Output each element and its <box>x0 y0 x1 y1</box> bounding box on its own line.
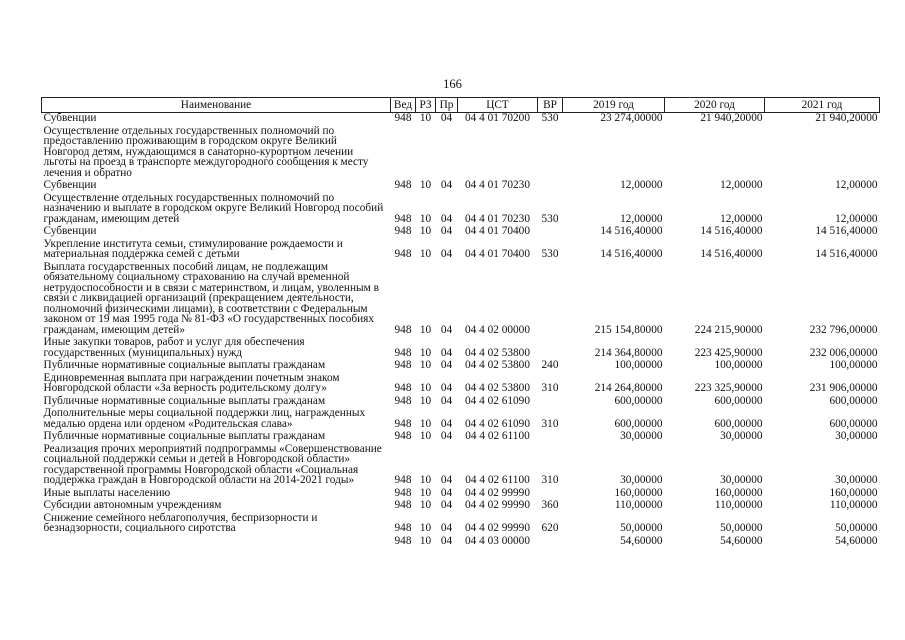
cell-2019: 50,00000 <box>620 522 663 534</box>
cell-2021: 600,00000 <box>829 417 878 430</box>
cell-ved: 948 <box>394 430 412 442</box>
cell-name: Публичные нормативные социальные выплаты гражданам <box>43 394 326 407</box>
cell-2020: 30,00000 <box>720 474 763 486</box>
cell-ved: 948 <box>394 179 412 191</box>
cell-2021: 12,00000 <box>835 179 878 191</box>
cell-2021: 14 516,40000 <box>815 248 878 260</box>
cell-2021: 232 006,00000 <box>809 346 878 359</box>
cell-2021: 21 940,20000 <box>815 112 878 124</box>
cell-ved: 948 <box>394 534 412 547</box>
cell-cst: 04 4 02 61090 <box>465 394 530 407</box>
cell-2020: 600,00000 <box>714 394 763 407</box>
cell-2021: 14 516,40000 <box>815 225 878 237</box>
cell-name <box>42 536 391 549</box>
cell-ved: 948 <box>394 212 412 225</box>
cell-name: Единовременная выплата при награждении почетным знаком Новгородской области «За верность родительскому долгу» <box>43 371 340 394</box>
cell-2020: 224 215,90000 <box>694 323 763 336</box>
cell-rz: 10 <box>419 359 432 371</box>
cell-ved: 948 <box>394 474 412 486</box>
cell-ved: 948 <box>394 323 412 336</box>
cell-pr: 04 <box>440 486 453 499</box>
cell-ved: 948 <box>394 382 412 394</box>
cell-cst: 04 4 01 70230 <box>465 179 530 191</box>
cell-ved: 948 <box>394 346 412 359</box>
cell-pr: 04 <box>440 382 453 394</box>
table-row <box>42 444 880 488</box>
header-2021: 2021 год <box>765 98 880 113</box>
cell-rz: 10 <box>419 417 432 430</box>
cell-rz: 10 <box>419 212 432 225</box>
cell-2019: 214 264,80000 <box>594 382 663 394</box>
table-row <box>42 239 880 262</box>
cell-pr <box>436 126 458 181</box>
cell-ved: 948 <box>394 248 412 260</box>
cell-rz: 10 <box>419 394 432 407</box>
cell-2021: 231 906,00000 <box>809 382 878 394</box>
cell-vr <box>538 337 563 360</box>
cell-vr: 310 <box>541 474 559 486</box>
cell-name: Осуществление отдельных государственных полномочий по предоставлению проживающим в городском округе Великий Новгород детям, нуждающимся в санаторно-курортном лечении льготы на проезд в транспорте междугородного сообщения к месту лечения и обратно <box>43 124 369 179</box>
cell-cst: 04 4 01 70230 <box>465 212 530 225</box>
table-row <box>42 431 880 444</box>
cell-2020: 12,00000 <box>720 179 763 191</box>
cell-name: Укрепление института семьи, стимулирование рождаемости и материальная поддержка семей с детьми <box>43 237 343 260</box>
cell-name: Иные выплаты населению <box>43 486 171 499</box>
header-2020: 2020 год <box>665 98 765 113</box>
cell-2021: 54,60000 <box>835 534 878 547</box>
cell-rz: 10 <box>419 323 432 336</box>
header-pr: Пр <box>436 98 458 113</box>
cell-2020: 14 516,40000 <box>700 248 763 260</box>
cell-ved: 948 <box>394 359 412 371</box>
cell-pr: 04 <box>440 417 453 430</box>
cell-cst: 04 4 02 61090 <box>465 417 530 430</box>
cell-ved: 948 <box>394 417 412 430</box>
cell-name: Дополнительные меры социальной поддержки лиц, награжденных медалью ордена или орденом «Родительская слава» <box>43 407 366 430</box>
cell-pr: 04 <box>440 499 453 511</box>
cell-ved: 948 <box>394 522 412 534</box>
cell-pr: 04 <box>440 323 453 336</box>
cell-2019 <box>563 126 665 181</box>
cell-2019: 214 364,80000 <box>594 346 663 359</box>
cell-pr: 04 <box>440 112 453 124</box>
cell-cst: 04 4 02 99990 <box>465 486 530 499</box>
table-row <box>42 126 880 181</box>
cell-2021: 50,00000 <box>835 522 878 534</box>
table-row <box>42 513 880 536</box>
cell-pr: 04 <box>440 474 453 486</box>
cell-rz: 10 <box>419 112 432 124</box>
cell-2019: 30,00000 <box>620 474 663 486</box>
cell-vr: 530 <box>541 248 559 260</box>
cell-cst: 04 4 02 61100 <box>465 474 530 486</box>
cell-2020: 100,00000 <box>714 359 763 371</box>
cell-vr <box>538 262 563 338</box>
cell-rz: 10 <box>419 474 432 486</box>
cell-pr: 04 <box>440 225 453 237</box>
cell-vr <box>538 536 563 549</box>
cell-rz: 10 <box>419 346 432 359</box>
cell-name: Реализация прочих мероприятий подпрограммы «Совершенствование социальной поддержки семьи и детей в Новгородской области» государственной программы Новгородской области «Социальная поддержка граждан в Новгородской области на 2014-2021 годы» <box>43 442 382 486</box>
header-vr: ВР <box>538 98 563 113</box>
header-name: Наименование <box>42 98 391 113</box>
cell-2020: 160,00000 <box>714 486 763 499</box>
cell-vr: 620 <box>541 522 559 534</box>
cell-2020: 54,60000 <box>720 534 763 547</box>
cell-2019: 600,00000 <box>614 417 663 430</box>
cell-ved: 948 <box>394 112 412 124</box>
table-body <box>42 113 880 549</box>
cell-rz: 10 <box>419 522 432 534</box>
cell-cst: 04 4 01 70400 <box>465 248 530 260</box>
cell-name: Выплата государственных пособий лицам, не подлежащим обязательному социальному страхованию на случай временной нетрудоспособности и в связи с материнством, и лицам, уволенным в связи с ликвидацией организаций (прекращением деятельности, полномочий физическими лицами), в соответствии с Федеральным законом от 19 мая 1995 года № 81-ФЗ «О государственных пособиях гражданам, имеющим детей» <box>43 260 379 336</box>
cell-name: Субвенции <box>43 225 97 237</box>
cell-rz: 10 <box>419 382 432 394</box>
table-row <box>42 337 880 360</box>
cell-2021: 600,00000 <box>829 394 878 407</box>
cell-pr: 04 <box>440 212 453 225</box>
cell-2020: 110,00000 <box>714 499 763 511</box>
page-number: 166 <box>443 77 462 91</box>
cell-2021: 232 796,00000 <box>809 323 878 336</box>
table-row <box>42 408 880 431</box>
budget-table <box>41 97 880 548</box>
cell-2019: 14 516,40000 <box>600 225 663 237</box>
cell-rz: 10 <box>419 430 432 442</box>
cell-vr <box>538 431 563 444</box>
cell-cst: 04 4 02 53800 <box>465 359 530 371</box>
cell-cst <box>458 126 538 181</box>
cell-pr: 04 <box>440 248 453 260</box>
cell-cst: 04 4 02 00000 <box>465 323 530 336</box>
cell-cst: 04 4 02 53800 <box>465 346 530 359</box>
cell-2020 <box>665 126 765 181</box>
header-2019: 2019 год <box>563 98 665 113</box>
table-row <box>42 500 880 513</box>
cell-name: Субсидии автономным учреждениям <box>43 499 222 511</box>
cell-pr: 04 <box>440 522 453 534</box>
cell-2020: 223 325,90000 <box>694 382 763 394</box>
cell-vr: 240 <box>541 359 559 371</box>
cell-rz: 10 <box>419 225 432 237</box>
cell-vr: 530 <box>541 112 559 124</box>
cell-2020: 600,00000 <box>714 417 763 430</box>
table-row <box>42 180 880 193</box>
cell-pr: 04 <box>440 534 453 547</box>
cell-ved: 948 <box>394 486 412 499</box>
cell-2019: 30,00000 <box>620 430 663 442</box>
cell-2019: 600,00000 <box>614 394 663 407</box>
cell-2020: 12,00000 <box>720 212 763 225</box>
cell-ved <box>391 126 416 181</box>
header-cst: ЦСТ <box>458 98 538 113</box>
cell-2019: 100,00000 <box>614 359 663 371</box>
cell-name: Осуществление отдельных государственных полномочий по назначению и выплате в городском округе Великий Новгород пособий гражданам, имеющим детей <box>43 191 384 225</box>
table-header-row <box>42 98 880 113</box>
cell-rz: 10 <box>419 534 432 547</box>
cell-2019: 12,00000 <box>620 179 663 191</box>
cell-pr: 04 <box>440 179 453 191</box>
cell-name: Иные закупки товаров, работ и услуг для обеспечения государственных (муниципальных) нужд <box>43 336 305 359</box>
cell-2021: 110,00000 <box>829 499 878 511</box>
table-row <box>42 360 880 373</box>
cell-rz: 10 <box>419 499 432 511</box>
table-row <box>42 226 880 239</box>
cell-2019: 14 516,40000 <box>600 248 663 260</box>
cell-2019: 12,00000 <box>620 212 663 225</box>
cell-2021: 12,00000 <box>835 212 878 225</box>
cell-2021: 30,00000 <box>835 430 878 442</box>
table-row <box>42 536 880 549</box>
cell-2020: 50,00000 <box>720 522 763 534</box>
cell-rz <box>416 126 436 181</box>
cell-vr <box>538 226 563 239</box>
cell-rz: 10 <box>419 179 432 191</box>
cell-2021: 100,00000 <box>829 359 878 371</box>
cell-2019: 160,00000 <box>614 486 663 499</box>
cell-2020: 223 425,90000 <box>694 346 763 359</box>
cell-cst: 04 4 02 99990 <box>465 499 530 511</box>
header-rz: РЗ <box>416 98 436 113</box>
cell-ved: 948 <box>394 225 412 237</box>
table-row <box>42 113 880 126</box>
cell-cst: 04 4 01 70200 <box>465 112 530 124</box>
cell-2021: 160,00000 <box>829 486 878 499</box>
cell-pr: 04 <box>440 430 453 442</box>
cell-rz: 10 <box>419 486 432 499</box>
cell-name: Публичные нормативные социальные выплаты гражданам <box>43 430 326 442</box>
cell-rz: 10 <box>419 248 432 260</box>
cell-vr: 310 <box>541 382 559 394</box>
cell-vr <box>538 126 563 181</box>
cell-pr: 04 <box>440 359 453 371</box>
cell-2020: 21 940,20000 <box>700 112 763 124</box>
cell-2021: 30,00000 <box>835 474 878 486</box>
cell-cst: 04 4 02 99990 <box>465 522 530 534</box>
cell-pr: 04 <box>440 346 453 359</box>
cell-2019: 215 154,80000 <box>594 323 663 336</box>
cell-cst: 04 4 01 70400 <box>465 225 530 237</box>
cell-ved: 948 <box>394 499 412 511</box>
table-row <box>42 262 880 338</box>
cell-name: Снижение семейного неблагополучия, беспризорности и безнадзорности, социального сиротства <box>43 511 318 534</box>
table-row <box>42 373 880 396</box>
cell-vr <box>538 180 563 193</box>
cell-pr: 04 <box>440 394 453 407</box>
cell-2020: 30,00000 <box>720 430 763 442</box>
cell-name: Субвенции <box>43 179 97 191</box>
cell-2019: 23 274,00000 <box>600 112 663 124</box>
cell-cst: 04 4 02 61100 <box>465 430 530 442</box>
cell-vr: 310 <box>541 417 559 430</box>
cell-2019: 54,60000 <box>620 534 663 547</box>
cell-vr: 360 <box>541 499 559 511</box>
cell-vr: 530 <box>541 212 559 225</box>
table-row <box>42 193 880 227</box>
cell-2021 <box>765 126 880 181</box>
cell-cst: 04 4 02 53800 <box>465 382 530 394</box>
cell-vr <box>538 396 563 409</box>
cell-cst: 04 4 03 00000 <box>465 534 530 547</box>
header-ved: Вед <box>391 98 416 113</box>
cell-2020: 14 516,40000 <box>700 225 763 237</box>
cell-name: Субвенции <box>43 112 97 124</box>
cell-name: Публичные нормативные социальные выплаты гражданам <box>43 359 326 371</box>
cell-2019: 110,00000 <box>614 499 663 511</box>
cell-ved: 948 <box>394 394 412 407</box>
